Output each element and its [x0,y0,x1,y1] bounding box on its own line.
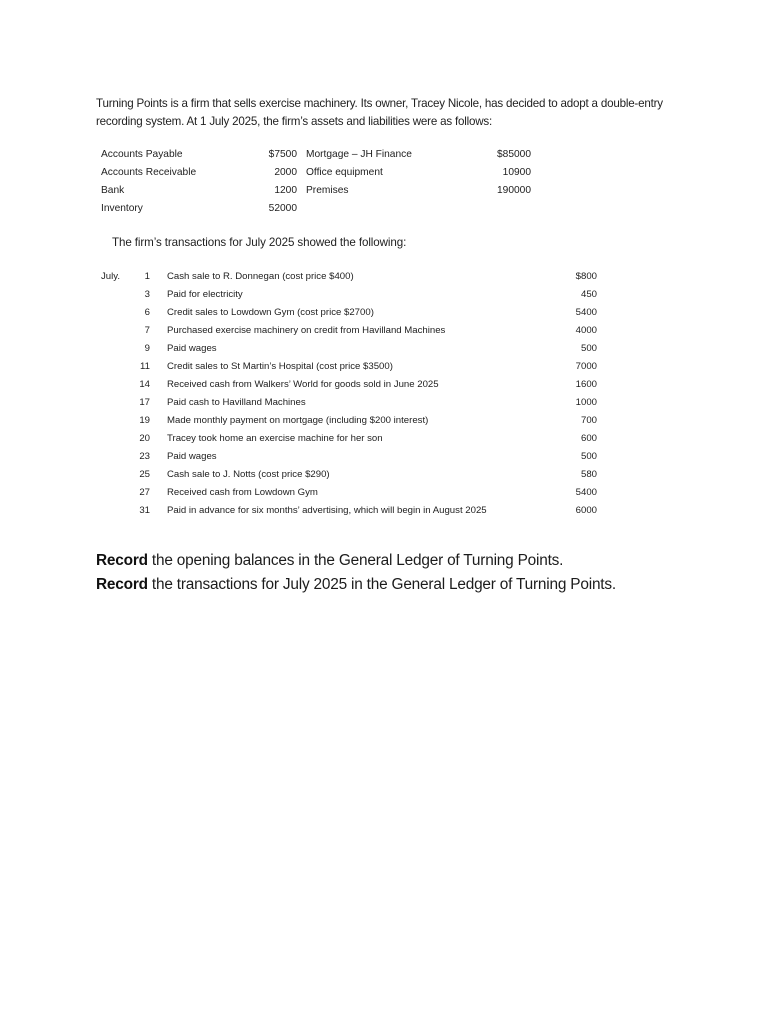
transaction-amount: 500 [580,451,597,462]
task-instruction [96,551,563,571]
account-amount: 52000 [268,203,297,214]
account-name: Accounts Payable [101,149,183,160]
transaction-row [101,394,597,412]
transaction-description: Paid wages [167,451,217,462]
transaction-description: Tracey took home an exercise machine for her son [167,433,383,444]
transaction-description: Credit sales to Lowdown Gym (cost price $2700) [167,307,374,318]
transaction-month [101,502,135,520]
transaction-day: 11 [140,361,150,372]
transaction-month [101,394,135,412]
transaction-description: Paid for electricity [167,289,243,300]
transactions-heading: The firm’s transactions for July 2025 showed the following: [112,236,407,249]
transaction-day: 1 [144,271,150,282]
transaction-description: Purchased exercise machinery on credit from Havilland Machines [167,325,446,336]
transaction-day: 31 [139,505,150,516]
intro-paragraph: Turning Points is a firm that sells exercise machinery. Its owner, Tracey Nicole, has decided to adopt a double-entry recording system. At 1 July 2025, the firm’s assets and liabilities were as follows: [96,97,663,128]
account-amount: 2000 [274,167,297,178]
transaction-amount: 700 [580,415,597,426]
account-name: Inventory [101,203,143,214]
balance-row [101,200,531,218]
account-name [297,200,456,218]
transaction-row [101,286,597,304]
transaction-month [101,466,135,484]
account-amount: $7500 [268,149,297,160]
transaction-amount: 500 [580,343,597,354]
transaction-amount: 600 [580,433,597,444]
transaction-day: 7 [144,325,150,336]
transaction-day: 9 [144,343,150,354]
transaction-description: Paid wages [167,343,217,354]
account-name: Mortgage – JH Finance [306,149,412,160]
transaction-row [101,358,597,376]
transaction-row [101,376,597,394]
transaction-row [101,502,597,520]
transaction-day: 6 [144,307,150,318]
transaction-month [101,340,135,358]
transaction-day: 23 [139,451,150,462]
transaction-day: 3 [144,289,150,300]
transaction-description: Cash sale to J. Notts (cost price $290) [167,469,330,480]
balance-row [101,164,531,182]
task-verb: Record [96,552,148,569]
account-name: Office equipment [306,167,383,178]
transaction-amount: $800 [575,271,597,282]
transaction-row [101,322,597,340]
transaction-description: Received cash from Walkers’ World for goods sold in June 2025 [167,379,439,390]
account-amount: 190000 [497,185,531,196]
transaction-month [101,412,135,430]
account-amount: $85000 [497,149,531,160]
transaction-amount: 5400 [575,307,597,318]
transaction-row [101,340,597,358]
transaction-day: 27 [139,487,150,498]
transaction-amount: 1600 [575,379,597,390]
transaction-row [101,430,597,448]
transactions-table [101,268,597,520]
transaction-description: Received cash from Lowdown Gym [167,487,318,498]
account-name: Premises [306,185,349,196]
transaction-month [101,430,135,448]
transaction-day: 20 [139,433,150,444]
transaction-month [101,286,135,304]
transaction-description: Paid cash to Havilland Machines [167,397,306,408]
transaction-day: 19 [139,415,150,426]
transaction-day: 14 [139,379,150,390]
transaction-description: Cash sale to R. Donnegan (cost price $400) [167,271,354,282]
balance-row [101,146,531,164]
transaction-amount: 450 [580,289,597,300]
transaction-amount: 7000 [575,361,597,372]
transaction-month [101,322,135,340]
transaction-amount: 5400 [575,487,597,498]
transaction-amount: 1000 [575,397,597,408]
account-amount [456,200,531,218]
transaction-month [101,376,135,394]
transaction-description: Credit sales to St Martin’s Hospital (cost price $3500) [167,361,393,372]
transaction-month [101,448,135,466]
transaction-row [101,412,597,430]
account-name: Accounts Receivable [101,167,197,178]
transaction-day: 25 [139,469,150,480]
transaction-month: July. [101,271,121,282]
transaction-month [101,358,135,376]
account-name: Bank [101,185,125,196]
transaction-description: Made monthly payment on mortgage (including $200 interest) [167,415,429,426]
transaction-amount: 580 [580,469,597,480]
task-instruction [96,575,616,595]
opening-balances-table [101,146,531,218]
task-text: the opening balances in the General Ledger of Turning Points. [147,552,564,569]
transaction-description: Paid in advance for six months’ advertising, which will begin in August 2025 [167,505,487,516]
transaction-amount: 6000 [575,505,597,516]
task-verb: Record [96,576,148,593]
transaction-row [101,484,597,502]
transaction-day: 17 [139,397,150,408]
transaction-row [101,466,597,484]
transaction-month [101,484,135,502]
account-amount: 1200 [274,185,297,196]
transaction-row [101,304,597,322]
transaction-month [101,304,135,322]
account-amount: 10900 [502,167,531,178]
transaction-row [101,268,597,286]
transaction-amount: 4000 [575,325,597,336]
task-text: the transactions for July 2025 in the General Ledger of Turning Points. [147,576,616,593]
balance-row [101,182,531,200]
transaction-row [101,448,597,466]
